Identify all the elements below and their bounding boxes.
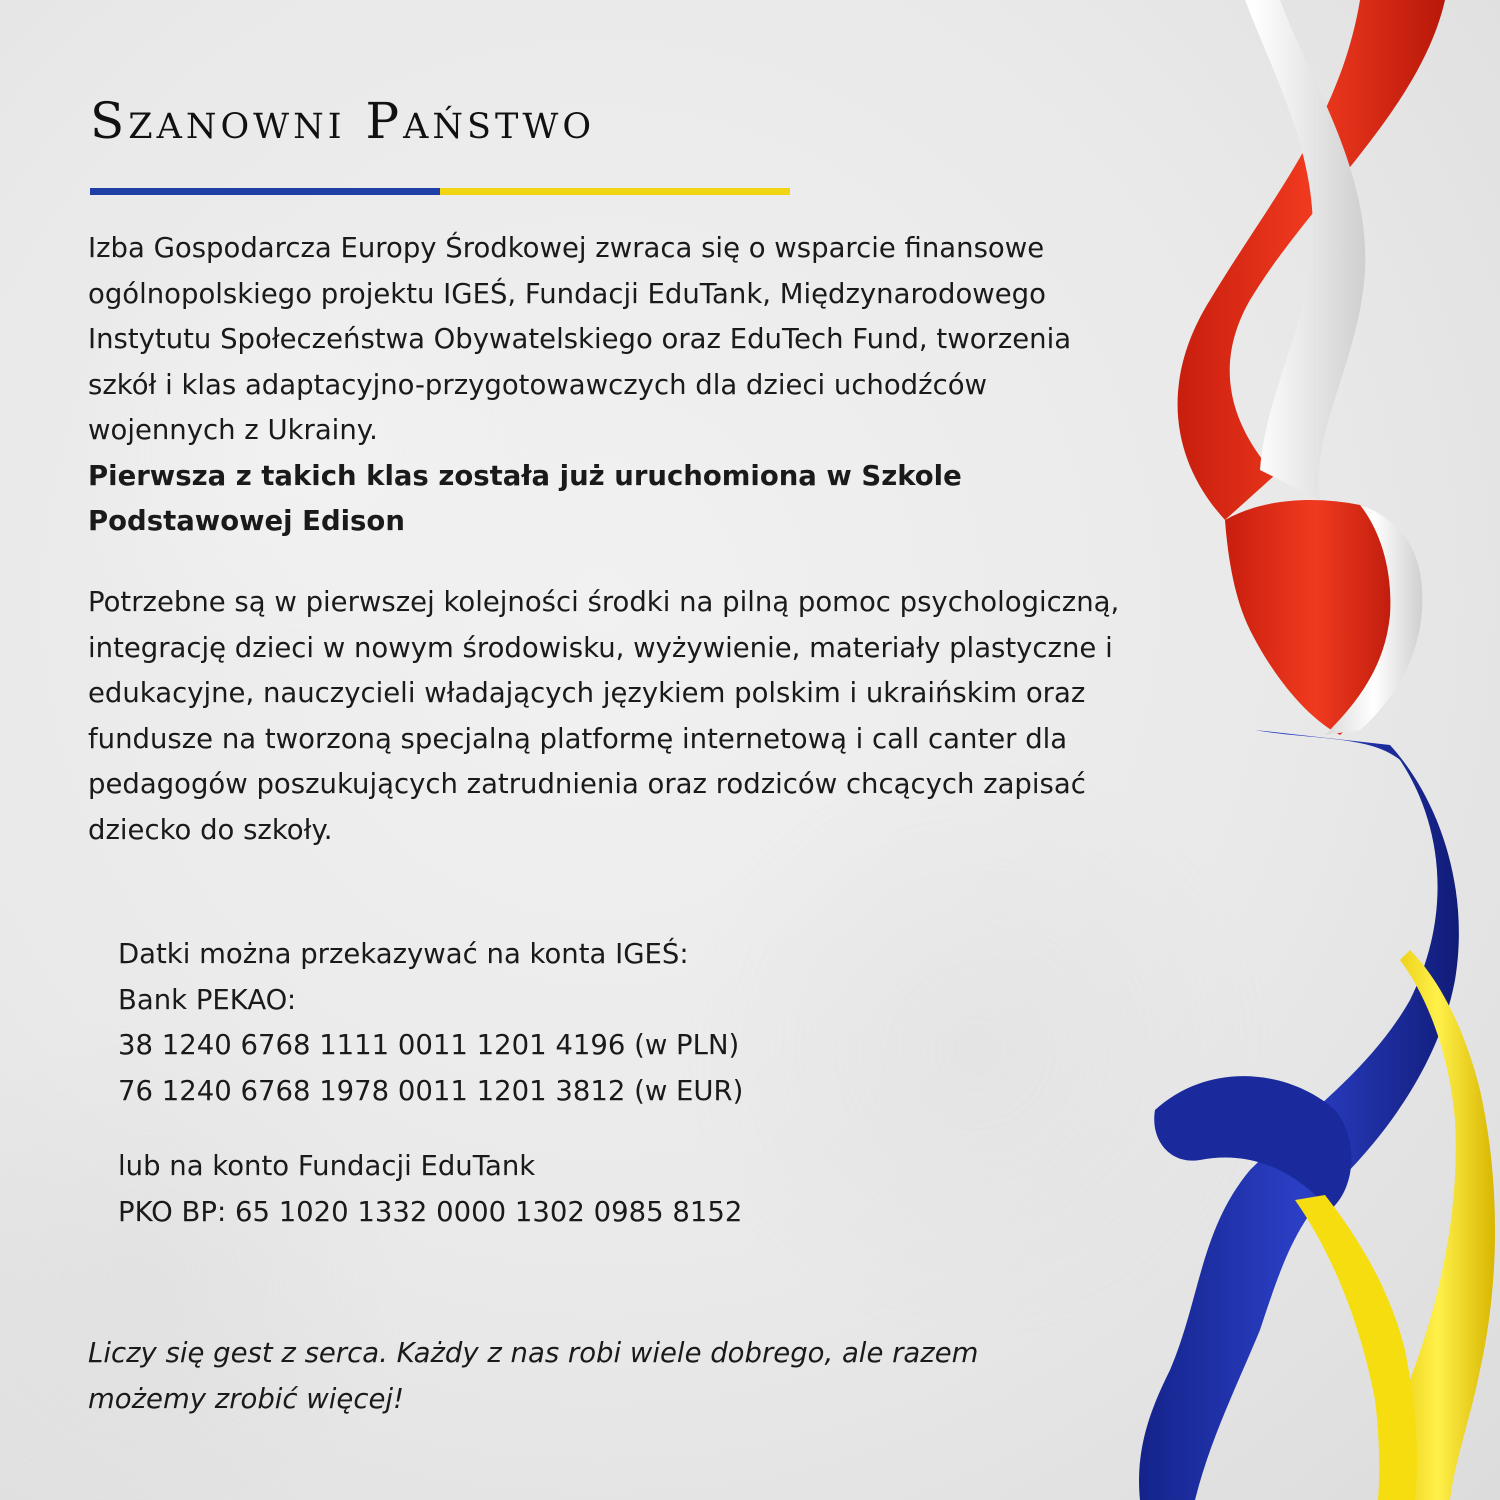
intro-text: Izba Gospodarcza Europy Środkowej zwraca się o wsparcie finansowe ogólnopolskiego projektu IGEŚ, Fundacji EduTank, Międzynarodowego Instytutu Społeczeństwa Obywatelskiego oraz EduTech Fund, tworzenia szkół i klas adaptacyjno-przygotowawczych dla dzieci uchodźców wojennych z Ukrainy. — [88, 232, 1072, 446]
account-eur: 76 1240 6768 1978 0011 1201 3812 (w EUR) — [118, 1074, 744, 1107]
underline-yellow-segment — [440, 188, 790, 195]
donation-accounts — [118, 932, 918, 1235]
account-pln: 38 1240 6768 1111 0011 1201 4196 (w PLN) — [118, 1029, 740, 1061]
alt-account-number: PKO BP: 65 1020 1332 0000 1302 0985 8152 — [118, 1195, 743, 1228]
intro-paragraph — [88, 226, 1138, 545]
yellow-ribbon-inner — [1295, 1195, 1417, 1500]
bank-name: Bank PEKAO: — [118, 983, 297, 1016]
flag-ribbon-illustration — [1060, 0, 1500, 1500]
title-underline — [90, 188, 790, 195]
accounts-intro: Datki można przekazywać na konta IGEŚ: — [118, 938, 689, 970]
intro-bold-text: Pierwsza z takich klas została już uruchomiona w Szkole Podstawowej Edison — [88, 459, 962, 537]
page-title: Szanowni Państwo — [90, 92, 596, 150]
underline-blue-segment — [90, 188, 440, 195]
accounts-spacer — [118, 1114, 918, 1144]
alt-account-intro: lub na konto Fundacji EduTank — [118, 1150, 536, 1182]
closing-text: Liczy się gest z serca. Każdy z nas robi wiele dobrego, ale razem możemy zrobić więcej! — [88, 1337, 979, 1415]
needs-paragraph: Potrzebne są w pierwszej kolejności środki na pilną pomoc psychologiczną, integrację dzieci w nowym środowisku, wyżywienie, materiały plastyczne i edukacyjne, nauczycieli władających językiem polskim i ukraińskim oraz fundusze na tworzoną specjalną platformę internetową i call canter dla pedagogów poszukujących zatrudnienia oraz rodziców chcących zapisać dziecko do szkoły. — [88, 586, 1120, 846]
